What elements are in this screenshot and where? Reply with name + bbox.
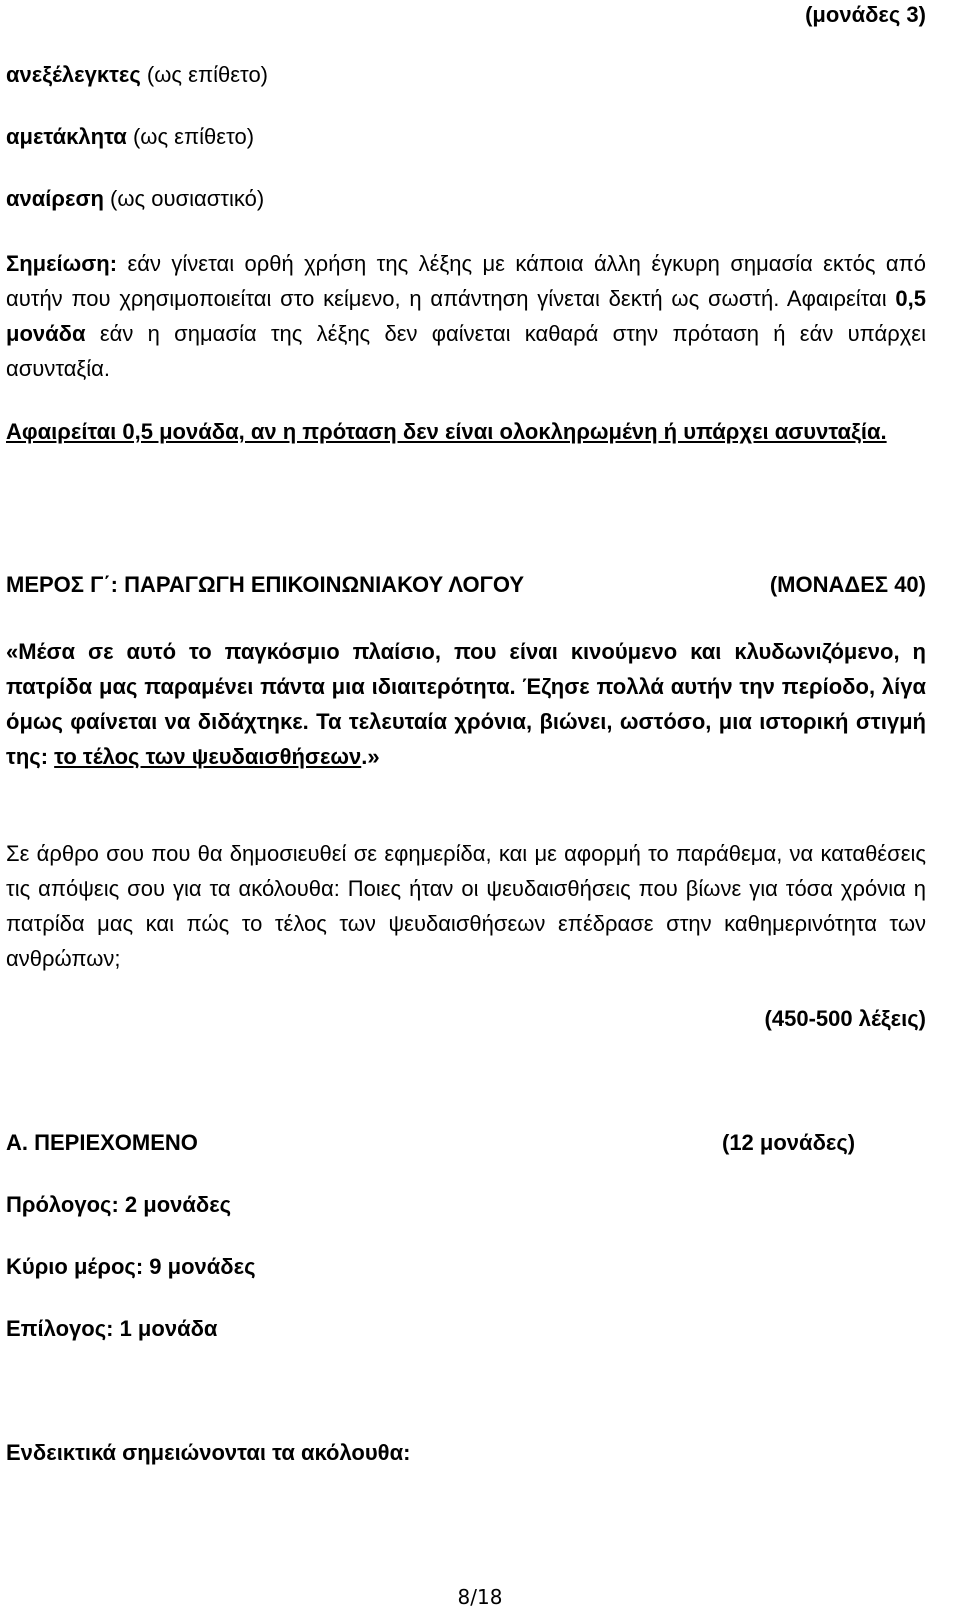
- page-number: 8/18: [457, 1585, 503, 1609]
- vocab-word: ανεξέλεγκτες: [6, 62, 141, 87]
- note-text-end: εάν η σημασία της λέξης δεν φαίνεται καθαρά στην πρόταση ή εάν υπάρχει ασυνταξία.: [6, 321, 926, 381]
- vocab-item: [6, 62, 268, 88]
- prologue-line: Πρόλογος: 2 μονάδες: [6, 1192, 232, 1217]
- vocab-note: (ως επίθετο): [126, 124, 255, 149]
- main-body-line: Κύριο μέρος: 9 μονάδες: [6, 1254, 256, 1279]
- points-label: (μονάδες 3): [805, 2, 926, 27]
- quote-paragraph: [6, 634, 926, 774]
- vocab-item: [6, 186, 264, 212]
- epilogue-line: Επίλογος: 1 μονάδα: [6, 1316, 218, 1341]
- section-points: (ΜΟΝΑΔΕΣ 40): [769, 572, 926, 597]
- quote-end: .»: [361, 744, 380, 769]
- vocab-word: αμετάκλητα: [6, 124, 127, 149]
- indicative-heading: Ενδεικτικά σημειώνονται τα ακόλουθα:: [6, 1440, 411, 1465]
- vocab-item: [6, 124, 254, 150]
- content-title: Α. ΠΕΡΙΕΧΟΜΕΝΟ: [6, 1130, 198, 1155]
- vocab-word: αναίρεση: [6, 186, 104, 211]
- quote-text: «Μέσα σε αυτό το παγκόσμιο πλαίσιο, που είναι κινούμενο και κλυδωνιζόμενο, η πατρίδα μας παραμένει πάντα μια ιδιαιτερότητα. Έζησε πολλά αυτήν την περίοδο, λίγα όμως φαίνεται να διδάχτηκε. Τα τελευταία χρόνια, βιώνει, ωστόσο, μια ιστορική στιγμή της:: [6, 639, 926, 769]
- quote-underlined: το τέλος των ψευδαισθήσεων: [54, 744, 362, 769]
- note-bold: 0,5 μονάδα: [6, 286, 926, 346]
- task-paragraph: Σε άρθρο σου που θα δημοσιευθεί σε εφημερίδα, και με αφορμή το παράθεμα, να καταθέσεις τις απόψεις σου για τα ακόλουθα: Ποιες ήταν οι ψευδαισθήσεις που βίωνε για τόσα χρόνια η πατρίδα μας και πώς το τέλος των ψευδαισθήσεων επέδρασε στην καθημερινότητα των ανθρώπων;: [6, 841, 926, 971]
- note-text: εάν γίνεται ορθή χρήση της λέξης με κάποια άλλη έγκυρη σημασία εκτός από αυτήν που χρησιμοποιείται στο κείμενο, η απάντηση γίνεται δεκτή ως σωστή. Αφαιρείται: [6, 251, 926, 311]
- word-count: (450-500 λέξεις): [764, 1006, 926, 1031]
- content-points: (12 μονάδες): [722, 1130, 856, 1155]
- section-title: ΜΕΡΟΣ Γ΄: ΠΑΡΑΓΩΓΗ ΕΠΙΚΟΙΝΩΝΙΑΚΟΥ ΛΟΓΟΥ: [6, 572, 525, 597]
- vocab-note: (ως ουσιαστικό): [103, 186, 265, 211]
- vocab-note: (ως επίθετο): [140, 62, 268, 87]
- deduction-note: Αφαιρείται 0,5 μονάδα, αν η πρόταση δεν είναι ολοκληρωμένη ή υπάρχει ασυνταξία.: [6, 419, 887, 444]
- note-paragraph: [6, 246, 926, 386]
- note-label: Σημείωση:: [6, 251, 118, 276]
